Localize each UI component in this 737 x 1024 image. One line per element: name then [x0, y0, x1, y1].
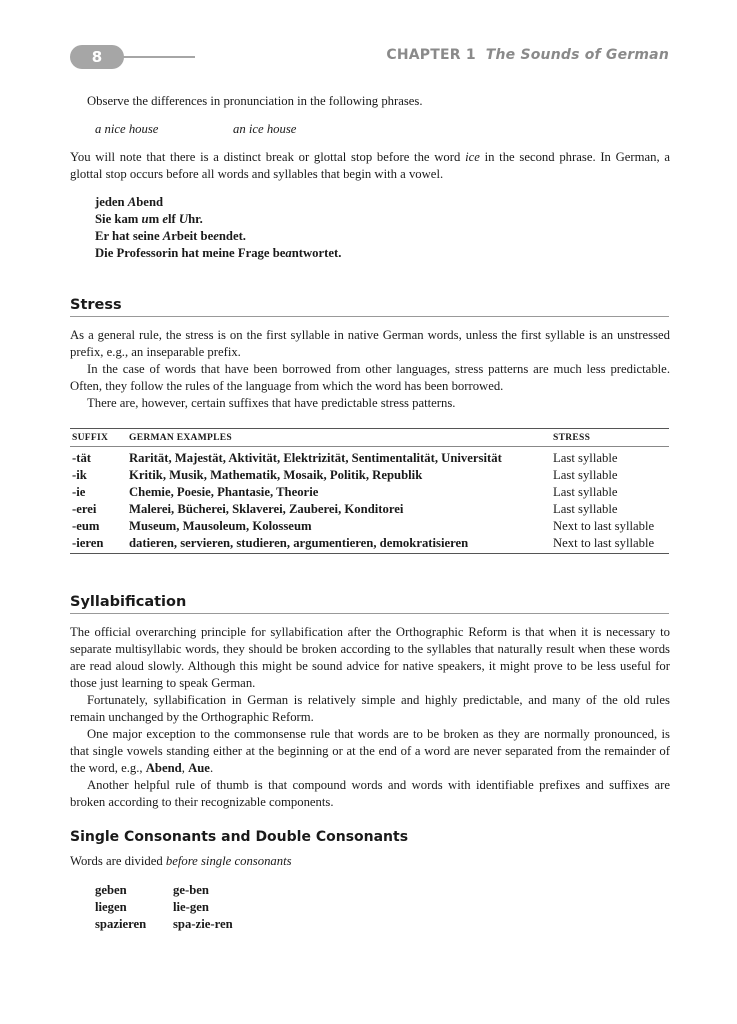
glottal-stop-paragraph [70, 149, 670, 183]
stress-paragraphs [70, 327, 670, 412]
chapter-title: The Sounds of German [485, 47, 669, 63]
phrase-example-nice-house: a nice house [95, 122, 159, 136]
stress-heading: Stress [70, 297, 669, 317]
header-german-examples: GERMAN EXAMPLES [129, 433, 232, 443]
syllabification-paragraph-3: One major exception to the commonsense rule that words are to be broken as they are normally pronounced, is that single vowels standing either at the beginning or at the end of a word are never separated from the remainder of the word, e.g., Abend, Aue. [70, 727, 670, 775]
note-text-1: You will note that there is a distinct break or glottal stop before the word [70, 150, 466, 164]
header-suffix: SUFFIX [72, 433, 109, 443]
consonants-intro-text: Words are divided before single consonants [70, 854, 292, 868]
table-row: -tät Rarität, Majestät, Aktivität, Elektrizität, Sentimentalität, Universität Last syllable [72, 451, 618, 465]
chapter-running-head [386, 47, 669, 63]
consonants-intro [70, 853, 670, 870]
syllabification-paragraph-1: The official overarching principle for syllabification after the Orthographic Reform is that when it is necessary to separate multisyllabic words, they should be broken according to the syllables that naturally result when these words are read aloud slowly. Although this might be sound advice for native speakers, it might prove to be less useful for those just learning to speak German. [70, 625, 670, 690]
table-row: -erei Malerei, Bücherei, Sklaverei, Zauberei, Konditorei Last syllable [72, 502, 618, 516]
syllabification-paragraphs [70, 624, 670, 811]
observe-paragraph [87, 93, 677, 110]
table-row: -ik Kritik, Musik, Mathematik, Mosaik, Politik, Republik Last syllable [72, 468, 618, 482]
note-text-2: in the second phrase. In German, a glottal stop occurs before all words and syllables that begin with a vowel. [70, 150, 671, 181]
stress-paragraph-2: In the case of words that have been borrowed from other languages, stress patterns are much less predictable. Often, they follow the rules of the language from which the word has been borrowed. [70, 362, 670, 393]
header-stress: STRESS [553, 433, 591, 443]
syllabification-heading: Syllabification [70, 594, 669, 614]
syllabification-paragraph-4: Another helpful rule of thumb is that compound words and words with identifiable prefixes and suffixes are broken according to their recognizable components. [70, 778, 670, 809]
example-sentence: Sie kam um elf Uhr. [95, 212, 203, 226]
list-item: geben ge-ben [95, 883, 209, 897]
glottal-stop-examples [95, 194, 341, 262]
list-item: spazieren spa-zie-ren [95, 917, 233, 931]
example-sentence: jeden Abend [95, 195, 164, 209]
chapter-label: CHAPTER 1 [386, 47, 476, 63]
table-header-row [70, 429, 669, 447]
stress-paragraph-3: There are, however, certain suffixes that have predictable stress patterns. [87, 396, 456, 410]
syllabification-paragraph-2: Fortunately, syllabification in German is relatively simple and highly predictable, and many of the old rules remain unchanged by the Orthographic Reform. [70, 693, 670, 724]
stress-paragraph-1: As a general rule, the stress is on the first syllable in native German words, unless the first syllable is an unstressed prefix, e.g., an inseparable prefix. [70, 328, 670, 359]
list-item: liegen lie-gen [95, 900, 209, 914]
example-sentence: Er hat seine Arbeit beendet. [95, 229, 246, 243]
phrase-example-ice-house: an ice house [233, 122, 297, 136]
header-rule [122, 56, 195, 58]
suffix-stress-table [70, 428, 669, 554]
observe-text: Observe the differences in pronunciation in the following phrases. [87, 94, 423, 108]
table-row: -ie Chemie, Poesie, Phantasie, Theorie Last syllable [72, 485, 618, 499]
glottal-stop-text [70, 149, 670, 183]
table-row: -eum Museum, Mausoleum, Kolosseum Next to last syllable [72, 519, 655, 533]
page-number-badge: 8 [70, 45, 124, 69]
syllabification-examples [95, 882, 315, 933]
consonants-heading: Single Consonants and Double Consonants [70, 829, 409, 845]
note-italic-ice: ice [465, 150, 480, 164]
example-sentence: Die Professorin hat meine Frage beantwortet. [95, 246, 342, 260]
table-row: -ieren datieren, servieren, studieren, argumentieren, demokratisieren Next to last syllable [72, 536, 655, 550]
